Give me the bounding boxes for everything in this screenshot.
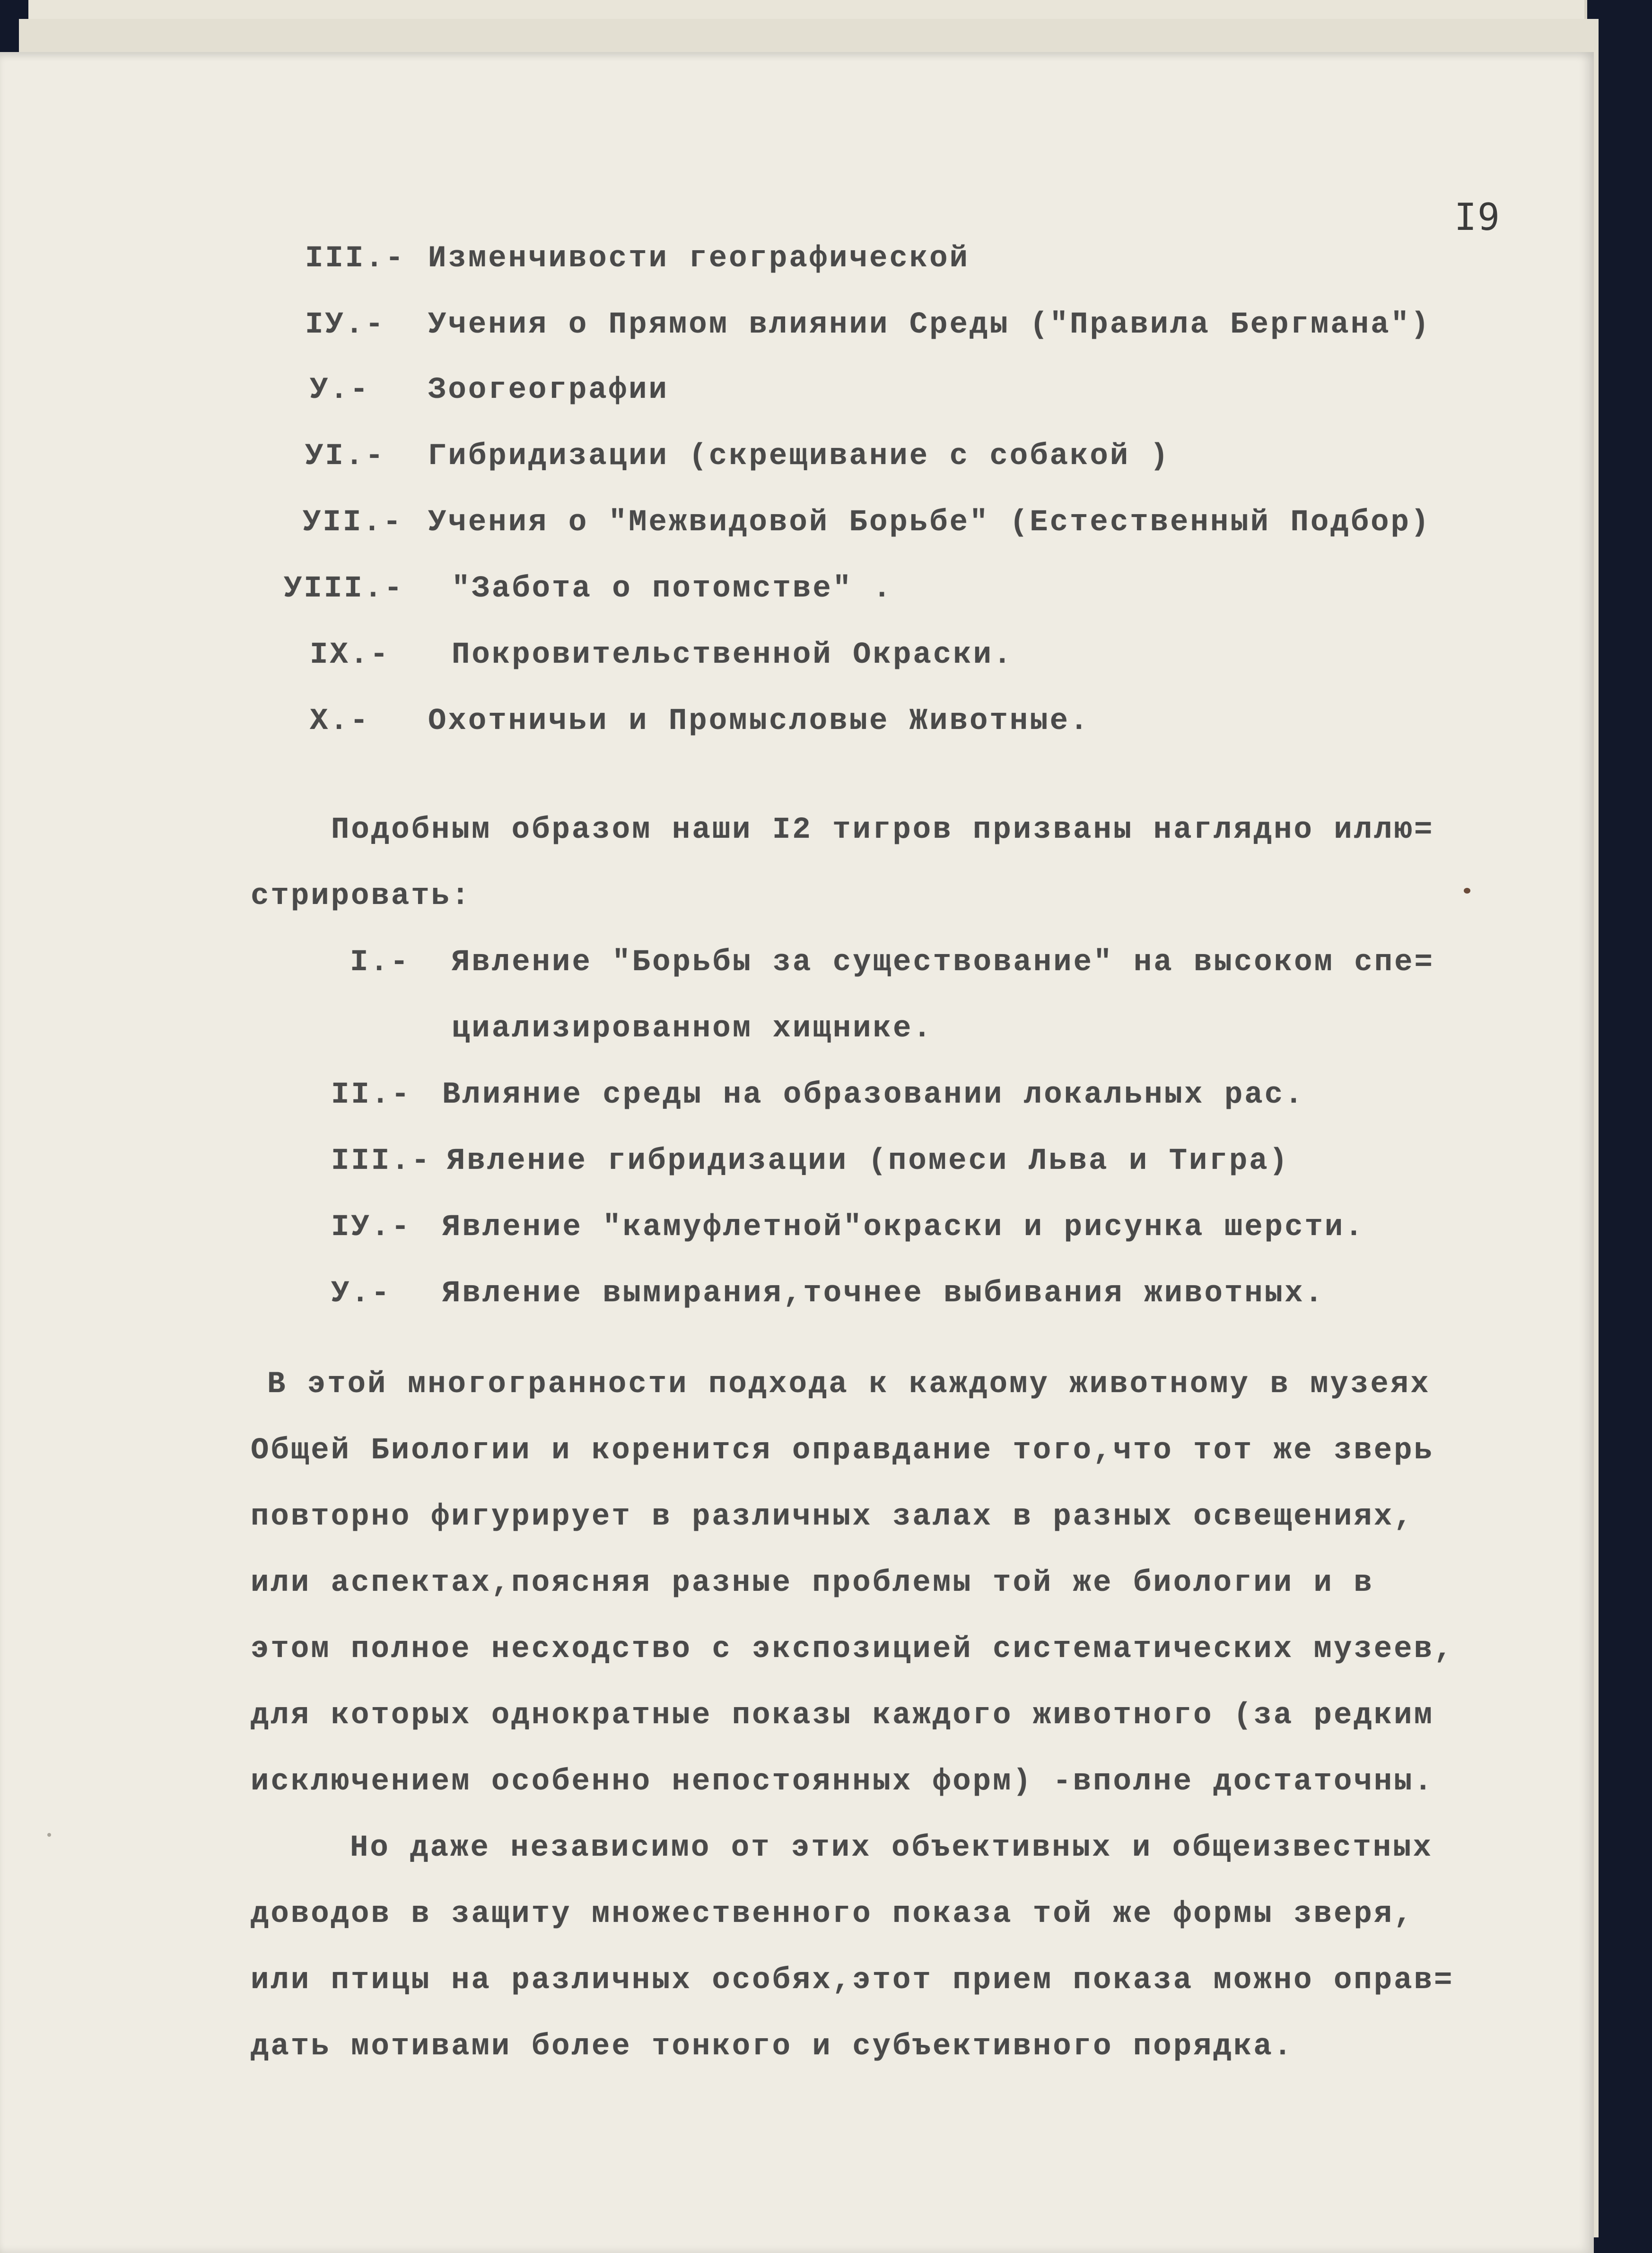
list-two-numeral: III.- xyxy=(331,1144,432,1178)
list-two-item: Явление "камуфлетной"окраски и рисунка шерсти. xyxy=(442,1210,1365,1245)
list-one-numeral: УII.- xyxy=(303,506,403,540)
paragraph-line: Но даже независимо от этих объективных и общеизвестных xyxy=(350,1831,1433,1865)
paragraph-line: В этой многогранности подхода к каждому животному в музеях xyxy=(267,1368,1431,1402)
paragraph-line: дать мотивами более тонкого и субъективного порядка. xyxy=(251,2030,1294,2064)
list-two-item: циализированном хищнике. xyxy=(452,1012,933,1046)
list-one-item: Учения о "Межвидовой Борьбе" (Естественный Подбор) xyxy=(428,506,1431,540)
list-two-numeral: У.- xyxy=(331,1277,392,1311)
list-one-item: Учения о Прямом влиянии Среды ("Правила Бергмана") xyxy=(428,308,1431,342)
list-one-numeral: У.- xyxy=(310,373,370,407)
paper-speck xyxy=(47,1833,51,1837)
list-two-item: Явление вымирания,точнее выбивания животных. xyxy=(442,1277,1325,1311)
list-one-numeral: УIII.- xyxy=(284,572,404,606)
list-one-numeral: III.- xyxy=(305,242,406,276)
paragraph-line: этом полное несходство с экспозицией систематических музеев, xyxy=(251,1632,1454,1666)
list-one-numeral: X.- xyxy=(310,704,370,738)
list-two-item: Явление гибридизации (помеси Льва и Тигра) xyxy=(447,1144,1290,1178)
list-one-numeral: IX.- xyxy=(310,638,390,672)
paragraph-line: исключением особенно непостоянных форм) -вполне достаточны. xyxy=(251,1765,1434,1799)
paragraph-line: доводов в защиту множественного показа той же формы зверя, xyxy=(251,1897,1414,1931)
page-number: I9 xyxy=(1454,196,1501,239)
list-one-item: Зоогеографии xyxy=(428,373,669,407)
list-two-numeral: II.- xyxy=(331,1078,411,1112)
paragraph-line: или аспектах,поясняя разные проблемы той же биологии и в xyxy=(251,1566,1374,1600)
list-one-item: "Забота о потомстве" . xyxy=(452,572,893,606)
paragraph-line: или птицы на различных особях,этот прием показа можно оправ= xyxy=(251,1964,1454,1998)
list-one-item: Покровительственной Окраски. xyxy=(452,638,1014,672)
paragraph-line: Общей Биологии и коренится оправдание того,что тот же зверь xyxy=(251,1434,1434,1468)
list-one-numeral: IУ.- xyxy=(305,308,385,342)
list-one-item: Изменчивости географической xyxy=(428,242,970,276)
list-one-item: Гибридизации (скрещивание с собакой ) xyxy=(428,439,1171,473)
list-one-item: Охотничьи и Промысловые Животные. xyxy=(428,704,1090,738)
list-two-numeral: I.- xyxy=(350,946,411,980)
list-two-numeral: IУ.- xyxy=(331,1210,411,1245)
paragraph-line: повторно фигурирует в различных залах в разных освещениях, xyxy=(251,1500,1414,1534)
typewritten-page xyxy=(0,52,1594,2253)
paper-speck xyxy=(1464,888,1470,894)
list-one-numeral: УI.- xyxy=(305,439,385,473)
paragraph-line: стрировать: xyxy=(251,879,472,913)
list-two-item: Явление "Борьбы за существование" на высоком спе= xyxy=(452,946,1434,980)
paragraph-line: Подобным образом наши I2 тигров призваны наглядно иллю= xyxy=(331,813,1434,847)
paragraph-line: для которых однократные показы каждого животного (за редким xyxy=(251,1699,1434,1733)
list-two-item: Влияние среды на образовании локальных рас. xyxy=(442,1078,1305,1112)
